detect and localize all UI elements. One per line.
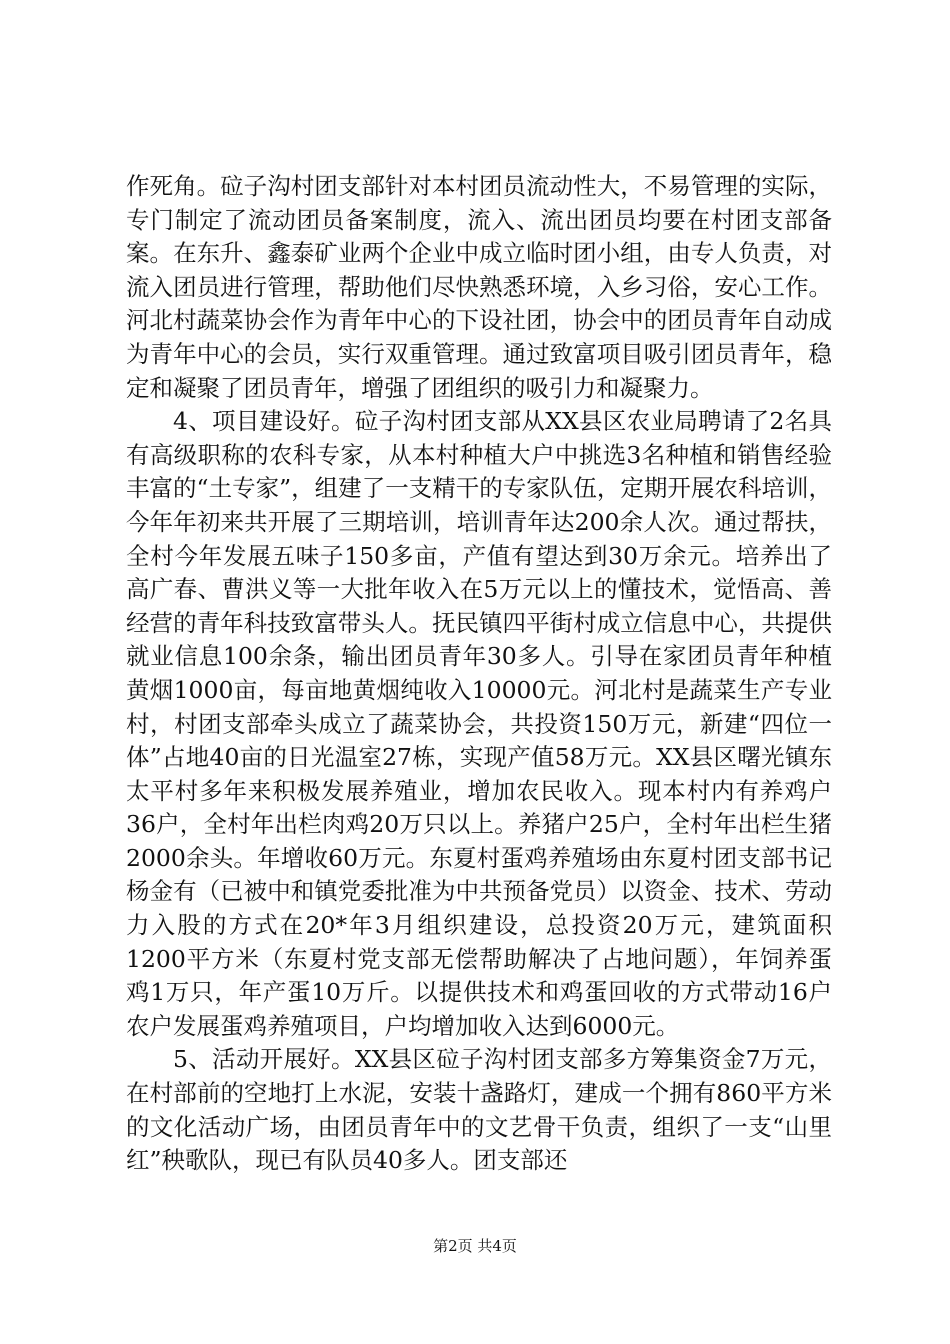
paragraph-project-construction: 4、项目建设好。砬子沟村团支部从XX县区农业局聘请了2名具有高级职称的农科专家，从本村种植大户中挑选3名种植和销售经验丰富的“土专家”，组建了一支精干的专家队伍，定期开展农科培训，今年年初来共开展了三期培训，培训青年达200余人次。通过帮扶，全村今年发展五味子150多亩，产值有望达到30万余元。培养出了高广春、曹洪义等一大批年收入在5万元以上的懂技术，觉悟高、善经营的青年科技致富带头人。抚民镇四平街村成立信息中心，共提供就业信息100余条，输出团员青年30多人。引导在家团员青年种植黄烟1000亩，每亩地黄烟纯收入10000元。河北村是蔬菜生产专业村，村团支部牵头成立了蔬菜协会，共投资150万元，新建“四位一体”占地40亩的日光温室27栋，实现产值58万元。XX县区曙光镇东太平村多年来积极发展养殖业，增加农民收入。现本村内有养鸡户36户，全村年出栏肉鸡20万只以上。养猪户25户，全村年出栏生猪2000余头。年增收60万元。东夏村蛋鸡养殖场由东夏村团支部书记杨金有（已被中和镇党委批准为中共预备党员）以资金、技术、劳动力入股的方式在20*年3月组织建设，总投资20万元，建筑面积1200平方米（东夏村党支部无偿帮助解决了占地问题），年饲养蛋鸡1万只，年产蛋10万斤。以提供技术和鸡蛋回收的方式带动16户农户发展蛋鸡养殖项目，户均增加收入达到6000元。 [126, 407, 832, 1040]
page-number-footer: 第2页 共4页 [433, 1237, 517, 1255]
paragraph-continuation: 作死角。砬子沟村团支部针对本村团员流动性大，不易管理的实际，专门制定了流动团员备案制度，流入、流出团员均要在村团支部备案。在东升、鑫泰矿业两个企业中成立临时团小组，由专人负责，对流入团员进行管理，帮助他们尽快熟悉环境，入乡习俗，安心工作。河北村蔬菜协会作为青年中心的下设社团，协会中的团员青年自动成为青年中心的会员，实行双重管理。通过致富项目吸引团员青年，稳定和凝聚了团员青年，增强了团组织的吸引力和凝聚力。 [126, 172, 832, 402]
body-text [126, 170, 832, 1178]
paragraph-activities: 5、活动开展好。XX县区砬子沟村团支部多方筹集资金7万元，在村部前的空地打上水泥，安装十盏路灯，建成一个拥有860平方米的文化活动广场，由团员青年中的文艺骨干负责，组织了一支“山里红”秧歌队，现已有队员40多人。团支部还 [126, 1045, 832, 1175]
